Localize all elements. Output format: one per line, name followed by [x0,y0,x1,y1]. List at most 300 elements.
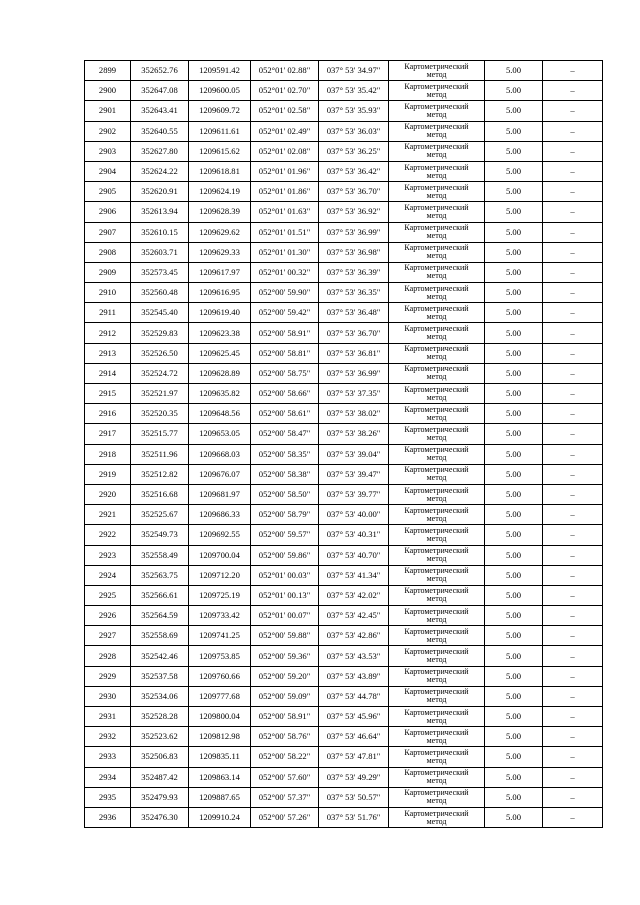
latitude-cell: 052°00' 58.81" [251,343,319,363]
method-cell [389,262,485,282]
accuracy-cell: 5.00 [485,686,543,706]
longitude-cell: 037° 53' 36.42" [319,161,389,181]
longitude-cell: 037° 53' 36.81" [319,343,389,363]
method-line: метод [426,190,447,200]
table-row [85,484,603,504]
longitude-cell: 037° 53' 42.45" [319,606,389,626]
table-row [85,767,603,787]
method-cell [389,585,485,605]
accuracy-cell: 5.00 [485,182,543,202]
table-row [85,565,603,585]
latitude-cell: 052°00' 57.60" [251,767,319,787]
table-row [85,283,603,303]
method-line: метод [426,796,447,806]
method-cell [389,484,485,504]
accuracy-cell: 5.00 [485,323,543,343]
longitude-cell: 037° 53' 36.92" [319,202,389,222]
x-coordinate-cell: 352487.42 [131,767,189,787]
point-number-cell: 2921 [85,505,131,525]
accuracy-cell: 5.00 [485,606,543,626]
note-cell: – [543,61,603,81]
accuracy-cell: 5.00 [485,747,543,767]
method-cell [389,505,485,525]
method-line: метод [426,634,447,644]
table-row [85,545,603,565]
point-number-cell: 2915 [85,384,131,404]
y-coordinate-cell: 1209629.62 [189,222,251,242]
method-line: метод [426,130,447,140]
method-cell [389,81,485,101]
longitude-cell: 037° 53' 36.70" [319,323,389,343]
method-line: метод [426,372,447,382]
x-coordinate-cell: 352564.59 [131,606,189,626]
method-cell [389,565,485,585]
longitude-cell: 037° 53' 36.99" [319,363,389,383]
method-line: метод [426,311,447,321]
point-number-cell: 2935 [85,787,131,807]
method-cell [389,646,485,666]
method-line: Картометрический [404,324,469,334]
y-coordinate-cell: 1209618.81 [189,161,251,181]
method-line: метод [426,574,447,584]
method-line: метод [426,655,447,665]
method-line: метод [426,614,447,624]
table-row [85,686,603,706]
method-line: метод [426,554,447,564]
table-row [85,61,603,81]
method-line: Картометрический [404,81,469,91]
latitude-cell: 052°01' 01.51" [251,222,319,242]
y-coordinate-cell: 1209623.38 [189,323,251,343]
x-coordinate-cell: 352558.49 [131,545,189,565]
accuracy-cell: 5.00 [485,61,543,81]
x-coordinate-cell: 352640.55 [131,121,189,141]
longitude-cell: 037° 53' 39.77" [319,484,389,504]
method-line: Картометрический [404,344,469,354]
point-number-cell: 2920 [85,484,131,504]
note-cell: – [543,727,603,747]
longitude-cell: 037° 53' 36.99" [319,222,389,242]
note-cell: – [543,565,603,585]
y-coordinate-cell: 1209635.82 [189,384,251,404]
table-row [85,202,603,222]
method-cell [389,767,485,787]
accuracy-cell: 5.00 [485,565,543,585]
note-cell: – [543,262,603,282]
table-row [85,343,603,363]
table-row [85,626,603,646]
point-number-cell: 2917 [85,424,131,444]
note-cell: – [543,505,603,525]
point-number-cell: 2930 [85,686,131,706]
latitude-cell: 052°01' 00.07" [251,606,319,626]
point-number-cell: 2909 [85,262,131,282]
latitude-cell: 052°01' 02.70" [251,81,319,101]
method-line: метод [426,453,447,463]
table-row [85,585,603,605]
point-number-cell: 2914 [85,363,131,383]
accuracy-cell: 5.00 [485,807,543,827]
method-line: метод [426,776,447,786]
table-row [85,787,603,807]
point-number-cell: 2902 [85,121,131,141]
method-line: Картометрический [404,142,469,152]
latitude-cell: 052°00' 59.36" [251,646,319,666]
method-line: метод [426,755,447,765]
y-coordinate-cell: 1209692.55 [189,525,251,545]
note-cell: – [543,464,603,484]
method-line: Картометрический [404,647,469,657]
method-line: Картометрический [404,768,469,778]
note-cell: – [543,787,603,807]
method-line: Картометрический [404,445,469,455]
note-cell: – [543,141,603,161]
method-cell [389,666,485,686]
accuracy-cell: 5.00 [485,464,543,484]
y-coordinate-cell: 1209648.56 [189,404,251,424]
latitude-cell: 052°01' 01.63" [251,202,319,222]
note-cell: – [543,646,603,666]
latitude-cell: 052°00' 59.88" [251,626,319,646]
point-number-cell: 2905 [85,182,131,202]
y-coordinate-cell: 1209676.07 [189,464,251,484]
method-line: Картометрический [404,263,469,273]
latitude-cell: 052°00' 59.20" [251,666,319,686]
method-line: метод [426,109,447,119]
note-cell: – [543,384,603,404]
latitude-cell: 052°00' 59.57" [251,525,319,545]
point-number-cell: 2929 [85,666,131,686]
note-cell: – [543,303,603,323]
latitude-cell: 052°00' 58.66" [251,384,319,404]
method-line: Картометрический [404,687,469,697]
note-cell: – [543,585,603,605]
accuracy-cell: 5.00 [485,666,543,686]
note-cell: – [543,545,603,565]
x-coordinate-cell: 352647.08 [131,81,189,101]
note-cell: – [543,767,603,787]
accuracy-cell: 5.00 [485,727,543,747]
method-line: метод [426,493,447,503]
latitude-cell: 052°01' 02.88" [251,61,319,81]
method-line: метод [426,533,447,543]
longitude-cell: 037° 53' 44.78" [319,686,389,706]
method-cell [389,141,485,161]
point-number-cell: 2907 [85,222,131,242]
method-line: Картометрический [404,667,469,677]
x-coordinate-cell: 352563.75 [131,565,189,585]
longitude-cell: 037° 53' 38.02" [319,404,389,424]
method-cell [389,747,485,767]
x-coordinate-cell: 352506.83 [131,747,189,767]
method-line: Картометрический [404,808,469,818]
latitude-cell: 052°00' 58.47" [251,424,319,444]
y-coordinate-cell: 1209681.97 [189,484,251,504]
method-cell [389,444,485,464]
method-cell [389,222,485,242]
longitude-cell: 037° 53' 45.96" [319,707,389,727]
method-line: Картометрический [404,566,469,576]
table-row [85,646,603,666]
method-line: Картометрический [404,404,469,414]
point-number-cell: 2899 [85,61,131,81]
note-cell: – [543,283,603,303]
y-coordinate-cell: 1209600.05 [189,81,251,101]
table-row [85,606,603,626]
x-coordinate-cell: 352613.94 [131,202,189,222]
table-row [85,303,603,323]
accuracy-cell: 5.00 [485,161,543,181]
accuracy-cell: 5.00 [485,505,543,525]
note-cell: – [543,81,603,101]
table-row [85,666,603,686]
latitude-cell: 052°01' 00.13" [251,585,319,605]
method-line: метод [426,251,447,261]
method-cell [389,424,485,444]
note-cell: – [543,606,603,626]
longitude-cell: 037° 53' 43.89" [319,666,389,686]
point-number-cell: 2912 [85,323,131,343]
method-line: Картометрический [404,586,469,596]
point-number-cell: 2900 [85,81,131,101]
x-coordinate-cell: 352558.69 [131,626,189,646]
coordinates-table [84,60,603,828]
point-number-cell: 2932 [85,727,131,747]
x-coordinate-cell: 352534.06 [131,686,189,706]
method-line: метод [426,231,447,241]
table-row [85,424,603,444]
method-cell [389,807,485,827]
latitude-cell: 052°00' 58.50" [251,484,319,504]
method-line: метод [426,695,447,705]
y-coordinate-cell: 1209910.24 [189,807,251,827]
method-cell [389,606,485,626]
y-coordinate-cell: 1209611.61 [189,121,251,141]
method-line: метод [426,271,447,281]
x-coordinate-cell: 352610.15 [131,222,189,242]
latitude-cell: 052°00' 59.09" [251,686,319,706]
latitude-cell: 052°00' 58.75" [251,363,319,383]
accuracy-cell: 5.00 [485,202,543,222]
y-coordinate-cell: 1209712.20 [189,565,251,585]
method-cell [389,525,485,545]
method-cell [389,545,485,565]
table-row [85,182,603,202]
longitude-cell: 037° 53' 37.35" [319,384,389,404]
point-number-cell: 2923 [85,545,131,565]
method-cell [389,404,485,424]
method-line: Картометрический [404,283,469,293]
note-cell: – [543,707,603,727]
method-line: Картометрический [404,162,469,172]
longitude-cell: 037° 53' 35.93" [319,101,389,121]
longitude-cell: 037° 53' 51.76" [319,807,389,827]
note-cell: – [543,444,603,464]
method-line: Картометрический [404,606,469,616]
x-coordinate-cell: 352643.41 [131,101,189,121]
latitude-cell: 052°01' 01.96" [251,161,319,181]
note-cell: – [543,121,603,141]
longitude-cell: 037° 53' 38.26" [319,424,389,444]
method-line: метод [426,412,447,422]
longitude-cell: 037° 53' 36.48" [319,303,389,323]
method-line: метод [426,210,447,220]
note-cell: – [543,666,603,686]
latitude-cell: 052°00' 58.76" [251,727,319,747]
accuracy-cell: 5.00 [485,444,543,464]
table-row [85,505,603,525]
y-coordinate-cell: 1209863.14 [189,767,251,787]
x-coordinate-cell: 352524.72 [131,363,189,383]
method-cell [389,161,485,181]
table-row [85,141,603,161]
longitude-cell: 037° 53' 42.02" [319,585,389,605]
method-line: Картометрический [404,707,469,717]
y-coordinate-cell: 1209760.66 [189,666,251,686]
method-cell [389,121,485,141]
latitude-cell: 052°01' 01.86" [251,182,319,202]
point-number-cell: 2933 [85,747,131,767]
accuracy-cell: 5.00 [485,787,543,807]
y-coordinate-cell: 1209700.04 [189,545,251,565]
table-row [85,363,603,383]
table-row [85,101,603,121]
accuracy-cell: 5.00 [485,626,543,646]
y-coordinate-cell: 1209591.42 [189,61,251,81]
method-cell [389,464,485,484]
note-cell: – [543,202,603,222]
longitude-cell: 037° 53' 36.35" [319,283,389,303]
x-coordinate-cell: 352573.45 [131,262,189,282]
method-line: Картометрический [404,424,469,434]
point-number-cell: 2928 [85,646,131,666]
longitude-cell: 037° 53' 43.53" [319,646,389,666]
y-coordinate-cell: 1209800.04 [189,707,251,727]
method-cell [389,182,485,202]
longitude-cell: 037° 53' 36.25" [319,141,389,161]
x-coordinate-cell: 352520.35 [131,404,189,424]
longitude-cell: 037° 53' 36.98" [319,242,389,262]
longitude-cell: 037° 53' 39.47" [319,464,389,484]
longitude-cell: 037° 53' 36.70" [319,182,389,202]
point-number-cell: 2913 [85,343,131,363]
accuracy-cell: 5.00 [485,242,543,262]
note-cell: – [543,807,603,827]
method-line: метод [426,432,447,442]
method-line: Картометрический [404,505,469,515]
x-coordinate-cell: 352528.28 [131,707,189,727]
point-number-cell: 2919 [85,464,131,484]
point-number-cell: 2936 [85,807,131,827]
point-number-cell: 2903 [85,141,131,161]
longitude-cell: 037° 53' 50.57" [319,787,389,807]
x-coordinate-cell: 352479.93 [131,787,189,807]
method-cell [389,686,485,706]
method-cell [389,61,485,81]
note-cell: – [543,343,603,363]
note-cell: – [543,323,603,343]
x-coordinate-cell: 352511.96 [131,444,189,464]
method-line: Картометрический [404,727,469,737]
accuracy-cell: 5.00 [485,81,543,101]
method-line: Картометрический [404,182,469,192]
method-line: Картометрический [404,61,469,71]
table-row [85,747,603,767]
table-row [85,727,603,747]
y-coordinate-cell: 1209725.19 [189,585,251,605]
method-cell [389,626,485,646]
accuracy-cell: 5.00 [485,141,543,161]
method-cell [389,202,485,222]
method-line: Картометрический [404,364,469,374]
accuracy-cell: 5.00 [485,363,543,383]
x-coordinate-cell: 352603.71 [131,242,189,262]
note-cell: – [543,101,603,121]
table-row [85,707,603,727]
x-coordinate-cell: 352512.82 [131,464,189,484]
method-line: Картометрический [404,485,469,495]
method-line: Картометрический [404,223,469,233]
method-line: Картометрический [404,525,469,535]
accuracy-cell: 5.00 [485,585,543,605]
longitude-cell: 037° 53' 46.64" [319,727,389,747]
table-row [85,444,603,464]
y-coordinate-cell: 1209777.68 [189,686,251,706]
latitude-cell: 052°00' 58.79" [251,505,319,525]
method-line: метод [426,816,447,826]
accuracy-cell: 5.00 [485,484,543,504]
x-coordinate-cell: 352620.91 [131,182,189,202]
x-coordinate-cell: 352627.80 [131,141,189,161]
note-cell: – [543,182,603,202]
latitude-cell: 052°00' 58.61" [251,404,319,424]
method-line: метод [426,594,447,604]
x-coordinate-cell: 352521.97 [131,384,189,404]
table-row [85,81,603,101]
latitude-cell: 052°00' 57.26" [251,807,319,827]
y-coordinate-cell: 1209733.42 [189,606,251,626]
accuracy-cell: 5.00 [485,222,543,242]
accuracy-cell: 5.00 [485,283,543,303]
method-cell [389,727,485,747]
y-coordinate-cell: 1209628.39 [189,202,251,222]
note-cell: – [543,222,603,242]
method-line: Картометрический [404,101,469,111]
y-coordinate-cell: 1209629.33 [189,242,251,262]
longitude-cell: 037° 53' 36.03" [319,121,389,141]
method-cell [389,363,485,383]
latitude-cell: 052°00' 58.38" [251,464,319,484]
y-coordinate-cell: 1209617.97 [189,262,251,282]
method-line: метод [426,89,447,99]
latitude-cell: 052°01' 00.32" [251,262,319,282]
longitude-cell: 037° 53' 41.34" [319,565,389,585]
table-row [85,242,603,262]
accuracy-cell: 5.00 [485,404,543,424]
method-line: метод [426,735,447,745]
y-coordinate-cell: 1209624.19 [189,182,251,202]
y-coordinate-cell: 1209625.45 [189,343,251,363]
method-line: метод [426,473,447,483]
method-cell [389,283,485,303]
method-line: Картометрический [404,303,469,313]
point-number-cell: 2901 [85,101,131,121]
point-number-cell: 2931 [85,707,131,727]
accuracy-cell: 5.00 [485,707,543,727]
table-row [85,161,603,181]
point-number-cell: 2925 [85,585,131,605]
accuracy-cell: 5.00 [485,545,543,565]
